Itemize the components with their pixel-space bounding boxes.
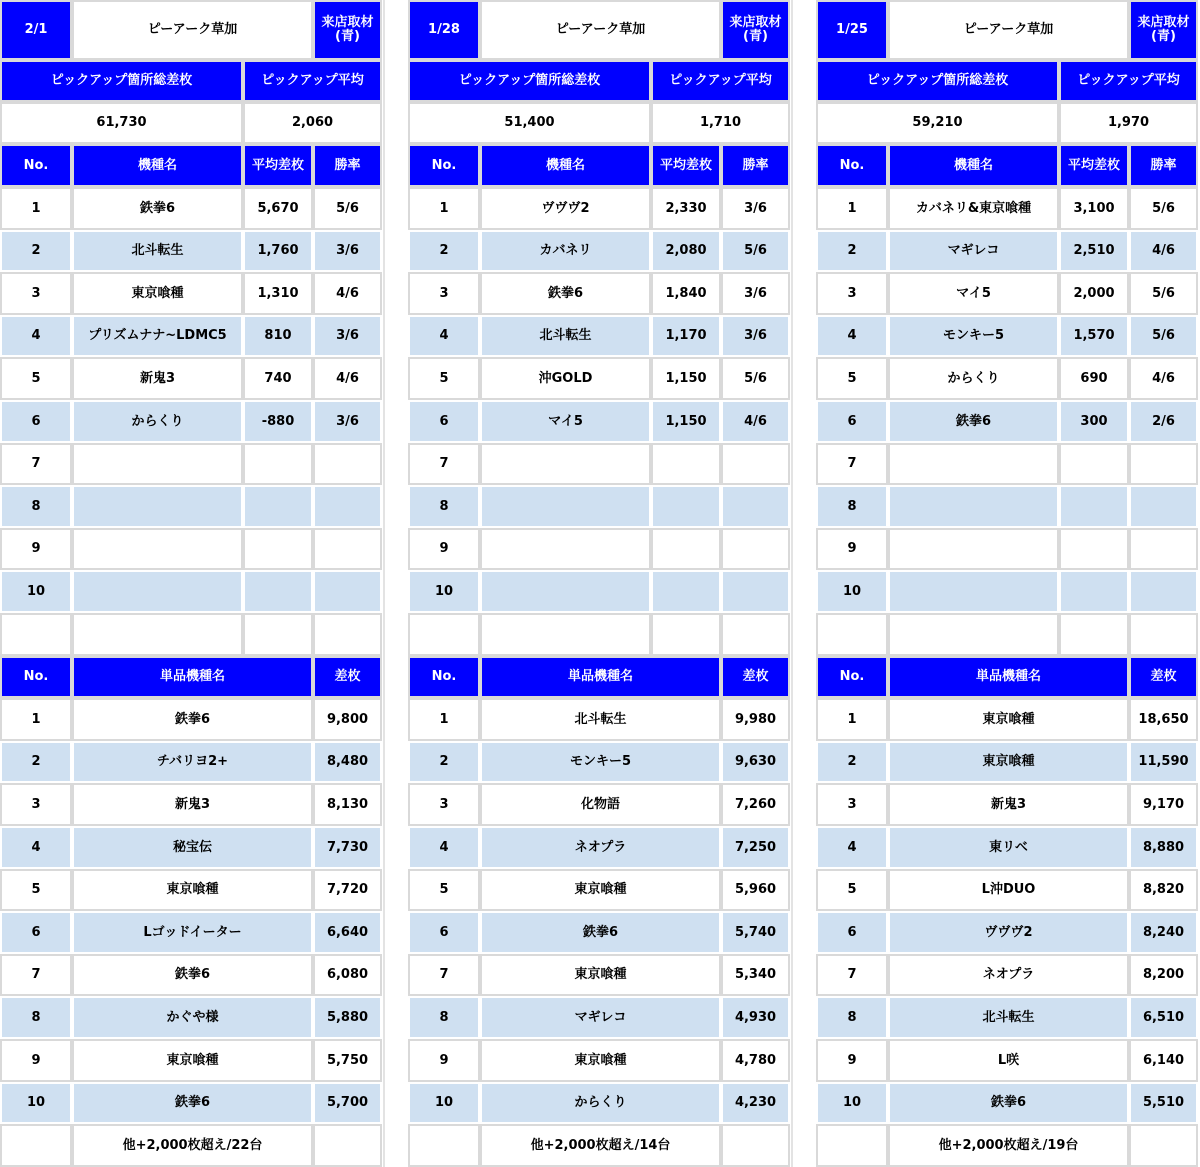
spacer-cell xyxy=(888,613,1059,656)
single-name: 新鬼3 xyxy=(888,783,1129,826)
single-no: 8 xyxy=(0,996,72,1039)
average-label: ピックアップ平均 xyxy=(1059,60,1198,102)
date-cell: 1/28 xyxy=(408,0,480,60)
store-name: ピーアーク草加 xyxy=(480,0,721,60)
single-diff-header: 差枚 xyxy=(313,656,382,698)
single-no: 4 xyxy=(816,826,888,869)
model-win-rate: 3/6 xyxy=(721,315,790,357)
single-no-header: No. xyxy=(0,656,72,698)
footer-blank xyxy=(721,1124,790,1167)
model-win-rate: 5/6 xyxy=(721,230,790,272)
model-win-rate: 4/6 xyxy=(1129,357,1198,400)
report-panel xyxy=(408,0,790,1167)
single-no: 7 xyxy=(0,954,72,996)
model-no: 7 xyxy=(0,443,72,485)
avg-diff-header: 平均差枚 xyxy=(1059,144,1129,187)
single-diff: 9,980 xyxy=(721,698,790,741)
single-diff: 4,930 xyxy=(721,996,790,1039)
model-no: 5 xyxy=(816,357,888,400)
average-value: 2,060 xyxy=(243,102,382,144)
model-avg-diff: 1,570 xyxy=(1059,315,1129,357)
media-label: 来店取材 (青) xyxy=(313,0,382,60)
single-no: 8 xyxy=(816,996,888,1039)
model-no: 3 xyxy=(408,272,480,315)
single-diff: 7,720 xyxy=(313,869,382,911)
model-name: モンキー5 xyxy=(888,315,1059,357)
single-no: 2 xyxy=(408,741,480,783)
single-no: 1 xyxy=(816,698,888,741)
model-avg-diff xyxy=(651,528,721,570)
model-win-rate xyxy=(1129,570,1198,613)
single-no: 3 xyxy=(816,783,888,826)
model-no: 1 xyxy=(816,187,888,230)
single-diff-header: 差枚 xyxy=(721,656,790,698)
model-win-rate xyxy=(721,485,790,528)
model-no: 7 xyxy=(816,443,888,485)
model-avg-diff: 2,330 xyxy=(651,187,721,230)
model-win-rate: 5/6 xyxy=(1129,315,1198,357)
model-win-rate: 2/6 xyxy=(1129,400,1198,443)
model-no: 1 xyxy=(408,187,480,230)
model-avg-diff: 2,510 xyxy=(1059,230,1129,272)
single-diff: 18,650 xyxy=(1129,698,1198,741)
model-avg-diff: 1,310 xyxy=(243,272,313,315)
single-no: 10 xyxy=(0,1082,72,1124)
media-label: 来店取材 (青) xyxy=(721,0,790,60)
model-name xyxy=(888,528,1059,570)
model-name: 北斗転生 xyxy=(72,230,243,272)
model-no: 1 xyxy=(0,187,72,230)
model-win-rate: 4/6 xyxy=(313,357,382,400)
single-diff-header: 差枚 xyxy=(1129,656,1198,698)
single-no: 7 xyxy=(816,954,888,996)
model-win-rate xyxy=(1129,528,1198,570)
single-name: 鉄拳6 xyxy=(72,698,313,741)
single-no-header: No. xyxy=(816,656,888,698)
single-no: 4 xyxy=(0,826,72,869)
model-avg-diff: 810 xyxy=(243,315,313,357)
model-no: 9 xyxy=(816,528,888,570)
model-win-rate: 4/6 xyxy=(721,400,790,443)
single-name: Lゴッドイーター xyxy=(72,911,313,954)
model-name: 鉄拳6 xyxy=(72,187,243,230)
footer-blank xyxy=(816,1124,888,1167)
average-label: ピックアップ平均 xyxy=(651,60,790,102)
model-no: 6 xyxy=(816,400,888,443)
single-diff: 9,630 xyxy=(721,741,790,783)
report-panel xyxy=(0,0,382,1167)
model-name: 北斗転生 xyxy=(480,315,651,357)
single-diff: 8,130 xyxy=(313,783,382,826)
model-name xyxy=(72,528,243,570)
single-name: 東京喰種 xyxy=(72,1039,313,1082)
footer-note: 他+2,000枚超え/19台 xyxy=(888,1124,1129,1167)
model-avg-diff xyxy=(1059,528,1129,570)
model-avg-diff: 1,760 xyxy=(243,230,313,272)
model-avg-diff xyxy=(651,570,721,613)
total-diff-label: ピックアップ箇所総差枚 xyxy=(0,60,243,102)
single-diff: 7,730 xyxy=(313,826,382,869)
single-name: 東京喰種 xyxy=(480,1039,721,1082)
win-rate-header: 勝率 xyxy=(313,144,382,187)
single-diff: 5,880 xyxy=(313,996,382,1039)
model-name: 鉄拳6 xyxy=(888,400,1059,443)
single-diff: 6,640 xyxy=(313,911,382,954)
model-win-rate xyxy=(1129,443,1198,485)
spacer-cell xyxy=(816,613,888,656)
model-win-rate: 4/6 xyxy=(313,272,382,315)
single-diff: 8,240 xyxy=(1129,911,1198,954)
single-name: 東京喰種 xyxy=(480,954,721,996)
model-win-rate: 5/6 xyxy=(313,187,382,230)
single-no: 10 xyxy=(816,1082,888,1124)
single-no: 2 xyxy=(816,741,888,783)
single-name: L沖DUO xyxy=(888,869,1129,911)
model-win-rate: 3/6 xyxy=(721,272,790,315)
model-avg-diff: 1,150 xyxy=(651,400,721,443)
single-no: 10 xyxy=(408,1082,480,1124)
model-no: 10 xyxy=(816,570,888,613)
model-no: 4 xyxy=(816,315,888,357)
footer-note: 他+2,000枚超え/14台 xyxy=(480,1124,721,1167)
single-no: 6 xyxy=(408,911,480,954)
win-rate-header: 勝率 xyxy=(721,144,790,187)
model-name xyxy=(480,443,651,485)
spacer-cell xyxy=(313,613,382,656)
model-name: 鉄拳6 xyxy=(480,272,651,315)
footer-blank xyxy=(0,1124,72,1167)
model-name xyxy=(888,443,1059,485)
spacer-cell xyxy=(480,613,651,656)
model-name xyxy=(480,485,651,528)
media-label: 来店取材 (青) xyxy=(1129,0,1198,60)
model-name xyxy=(72,443,243,485)
store-name: ピーアーク草加 xyxy=(888,0,1129,60)
single-no: 6 xyxy=(0,911,72,954)
single-name: ヴヴヴ2 xyxy=(888,911,1129,954)
single-diff: 11,590 xyxy=(1129,741,1198,783)
model-name: 沖GOLD xyxy=(480,357,651,400)
model-avg-diff xyxy=(1059,570,1129,613)
single-no-header: No. xyxy=(408,656,480,698)
model-name xyxy=(888,485,1059,528)
model-name xyxy=(480,528,651,570)
single-name: 東リベ xyxy=(888,826,1129,869)
model-name: マギレコ xyxy=(888,230,1059,272)
single-name: 北斗転生 xyxy=(888,996,1129,1039)
model-win-rate: 3/6 xyxy=(313,315,382,357)
single-diff: 5,510 xyxy=(1129,1082,1198,1124)
spacer-cell xyxy=(651,613,721,656)
win-rate-header: 勝率 xyxy=(1129,144,1198,187)
model-name xyxy=(480,570,651,613)
single-diff: 9,170 xyxy=(1129,783,1198,826)
model-no: 5 xyxy=(408,357,480,400)
single-name: 鉄拳6 xyxy=(480,911,721,954)
single-name: 北斗転生 xyxy=(480,698,721,741)
model-win-rate: 4/6 xyxy=(1129,230,1198,272)
model-name xyxy=(72,485,243,528)
footer-blank xyxy=(1129,1124,1198,1167)
total-diff-value: 51,400 xyxy=(408,102,651,144)
spacer-cell xyxy=(408,613,480,656)
single-diff: 8,480 xyxy=(313,741,382,783)
single-name: 新鬼3 xyxy=(72,783,313,826)
single-name: マギレコ xyxy=(480,996,721,1039)
single-diff: 6,140 xyxy=(1129,1039,1198,1082)
model-name: カバネリ xyxy=(480,230,651,272)
model-win-rate xyxy=(313,485,382,528)
single-no: 3 xyxy=(408,783,480,826)
avg-diff-header: 平均差枚 xyxy=(243,144,313,187)
average-value: 1,710 xyxy=(651,102,790,144)
model-name-header: 機種名 xyxy=(888,144,1059,187)
model-win-rate: 5/6 xyxy=(1129,187,1198,230)
single-name: 化物語 xyxy=(480,783,721,826)
model-win-rate: 5/6 xyxy=(1129,272,1198,315)
model-name-header: 機種名 xyxy=(72,144,243,187)
single-name: 鉄拳6 xyxy=(72,954,313,996)
model-avg-diff xyxy=(651,485,721,528)
single-diff: 8,880 xyxy=(1129,826,1198,869)
single-diff: 6,080 xyxy=(313,954,382,996)
single-name-header: 単品機種名 xyxy=(72,656,313,698)
model-name-header: 機種名 xyxy=(480,144,651,187)
single-no: 5 xyxy=(408,869,480,911)
model-no: 3 xyxy=(816,272,888,315)
model-avg-diff: 2,080 xyxy=(651,230,721,272)
single-no: 2 xyxy=(0,741,72,783)
no-header: No. xyxy=(0,144,72,187)
panel-separator xyxy=(791,0,819,1167)
footer-blank xyxy=(408,1124,480,1167)
model-name: マイ5 xyxy=(480,400,651,443)
model-no: 4 xyxy=(408,315,480,357)
total-diff-label: ピックアップ箇所総差枚 xyxy=(408,60,651,102)
single-diff: 5,340 xyxy=(721,954,790,996)
single-name: 東京喰種 xyxy=(72,869,313,911)
total-diff-value: 59,210 xyxy=(816,102,1059,144)
model-name xyxy=(72,570,243,613)
single-no: 7 xyxy=(408,954,480,996)
model-no: 10 xyxy=(0,570,72,613)
average-value: 1,970 xyxy=(1059,102,1198,144)
model-avg-diff: 2,000 xyxy=(1059,272,1129,315)
model-win-rate: 3/6 xyxy=(313,230,382,272)
model-win-rate: 3/6 xyxy=(313,400,382,443)
model-no: 3 xyxy=(0,272,72,315)
model-no: 7 xyxy=(408,443,480,485)
single-diff: 5,700 xyxy=(313,1082,382,1124)
footer-note: 他+2,000枚超え/22台 xyxy=(72,1124,313,1167)
single-no: 5 xyxy=(816,869,888,911)
model-name: からくり xyxy=(72,400,243,443)
total-diff-value: 61,730 xyxy=(0,102,243,144)
model-name: 東京喰種 xyxy=(72,272,243,315)
single-name: L咲 xyxy=(888,1039,1129,1082)
model-name: ヴヴヴ2 xyxy=(480,187,651,230)
model-name: マイ5 xyxy=(888,272,1059,315)
single-name: かぐや様 xyxy=(72,996,313,1039)
model-avg-diff: 1,150 xyxy=(651,357,721,400)
model-avg-diff xyxy=(243,570,313,613)
model-name: カバネリ&東京喰種 xyxy=(888,187,1059,230)
model-avg-diff: 740 xyxy=(243,357,313,400)
model-name: プリズムナナ~LDMC5 xyxy=(72,315,243,357)
model-avg-diff xyxy=(243,485,313,528)
average-label: ピックアップ平均 xyxy=(243,60,382,102)
panel-separator xyxy=(383,0,411,1167)
single-diff: 7,260 xyxy=(721,783,790,826)
model-avg-diff: 5,670 xyxy=(243,187,313,230)
model-avg-diff xyxy=(243,443,313,485)
single-diff: 8,200 xyxy=(1129,954,1198,996)
model-no: 8 xyxy=(408,485,480,528)
single-name: からくり xyxy=(480,1082,721,1124)
single-name-header: 単品機種名 xyxy=(480,656,721,698)
single-name: 東京喰種 xyxy=(888,698,1129,741)
model-no: 8 xyxy=(0,485,72,528)
model-name xyxy=(888,570,1059,613)
model-no: 9 xyxy=(408,528,480,570)
no-header: No. xyxy=(816,144,888,187)
store-name: ピーアーク草加 xyxy=(72,0,313,60)
model-avg-diff: 3,100 xyxy=(1059,187,1129,230)
model-avg-diff xyxy=(1059,443,1129,485)
model-win-rate xyxy=(721,528,790,570)
model-no: 2 xyxy=(816,230,888,272)
single-name: ネオプラ xyxy=(480,826,721,869)
model-no: 10 xyxy=(408,570,480,613)
model-win-rate xyxy=(1129,485,1198,528)
model-no: 5 xyxy=(0,357,72,400)
model-win-rate: 5/6 xyxy=(721,357,790,400)
model-win-rate xyxy=(313,528,382,570)
model-avg-diff: 1,170 xyxy=(651,315,721,357)
single-diff: 5,750 xyxy=(313,1039,382,1082)
single-name: 鉄拳6 xyxy=(888,1082,1129,1124)
single-name: 秘宝伝 xyxy=(72,826,313,869)
model-no: 9 xyxy=(0,528,72,570)
model-win-rate xyxy=(313,443,382,485)
single-no: 5 xyxy=(0,869,72,911)
model-avg-diff: 300 xyxy=(1059,400,1129,443)
single-diff: 4,230 xyxy=(721,1082,790,1124)
spacer-cell xyxy=(1129,613,1198,656)
single-name: モンキー5 xyxy=(480,741,721,783)
model-avg-diff xyxy=(651,443,721,485)
single-diff: 7,250 xyxy=(721,826,790,869)
single-diff: 8,820 xyxy=(1129,869,1198,911)
single-name: チバリヨ2+ xyxy=(72,741,313,783)
date-cell: 2/1 xyxy=(0,0,72,60)
model-avg-diff: -880 xyxy=(243,400,313,443)
single-diff: 4,780 xyxy=(721,1039,790,1082)
single-no: 8 xyxy=(408,996,480,1039)
spacer-cell xyxy=(72,613,243,656)
single-diff: 5,960 xyxy=(721,869,790,911)
single-name-header: 単品機種名 xyxy=(888,656,1129,698)
single-diff: 9,800 xyxy=(313,698,382,741)
single-no: 6 xyxy=(816,911,888,954)
model-win-rate xyxy=(313,570,382,613)
model-no: 8 xyxy=(816,485,888,528)
no-header: No. xyxy=(408,144,480,187)
model-avg-diff: 690 xyxy=(1059,357,1129,400)
single-name: 鉄拳6 xyxy=(72,1082,313,1124)
model-no: 6 xyxy=(408,400,480,443)
date-cell: 1/25 xyxy=(816,0,888,60)
single-no: 1 xyxy=(0,698,72,741)
single-no: 9 xyxy=(816,1039,888,1082)
total-diff-label: ピックアップ箇所総差枚 xyxy=(816,60,1059,102)
single-diff: 6,510 xyxy=(1129,996,1198,1039)
single-name: 東京喰種 xyxy=(888,741,1129,783)
single-name: 東京喰種 xyxy=(480,869,721,911)
model-avg-diff: 1,840 xyxy=(651,272,721,315)
single-no: 4 xyxy=(408,826,480,869)
spacer-cell xyxy=(1059,613,1129,656)
report-panel xyxy=(816,0,1198,1167)
avg-diff-header: 平均差枚 xyxy=(651,144,721,187)
single-diff: 5,740 xyxy=(721,911,790,954)
model-avg-diff xyxy=(1059,485,1129,528)
single-name: ネオプラ xyxy=(888,954,1129,996)
footer-blank xyxy=(313,1124,382,1167)
model-name: からくり xyxy=(888,357,1059,400)
model-win-rate xyxy=(721,570,790,613)
model-no: 2 xyxy=(408,230,480,272)
single-no: 3 xyxy=(0,783,72,826)
model-name: 新鬼3 xyxy=(72,357,243,400)
spacer-cell xyxy=(0,613,72,656)
model-no: 4 xyxy=(0,315,72,357)
model-win-rate xyxy=(721,443,790,485)
model-win-rate: 3/6 xyxy=(721,187,790,230)
single-no: 1 xyxy=(408,698,480,741)
single-no: 9 xyxy=(0,1039,72,1082)
spacer-cell xyxy=(721,613,790,656)
model-no: 6 xyxy=(0,400,72,443)
spacer-cell xyxy=(243,613,313,656)
model-avg-diff xyxy=(243,528,313,570)
model-no: 2 xyxy=(0,230,72,272)
single-no: 9 xyxy=(408,1039,480,1082)
